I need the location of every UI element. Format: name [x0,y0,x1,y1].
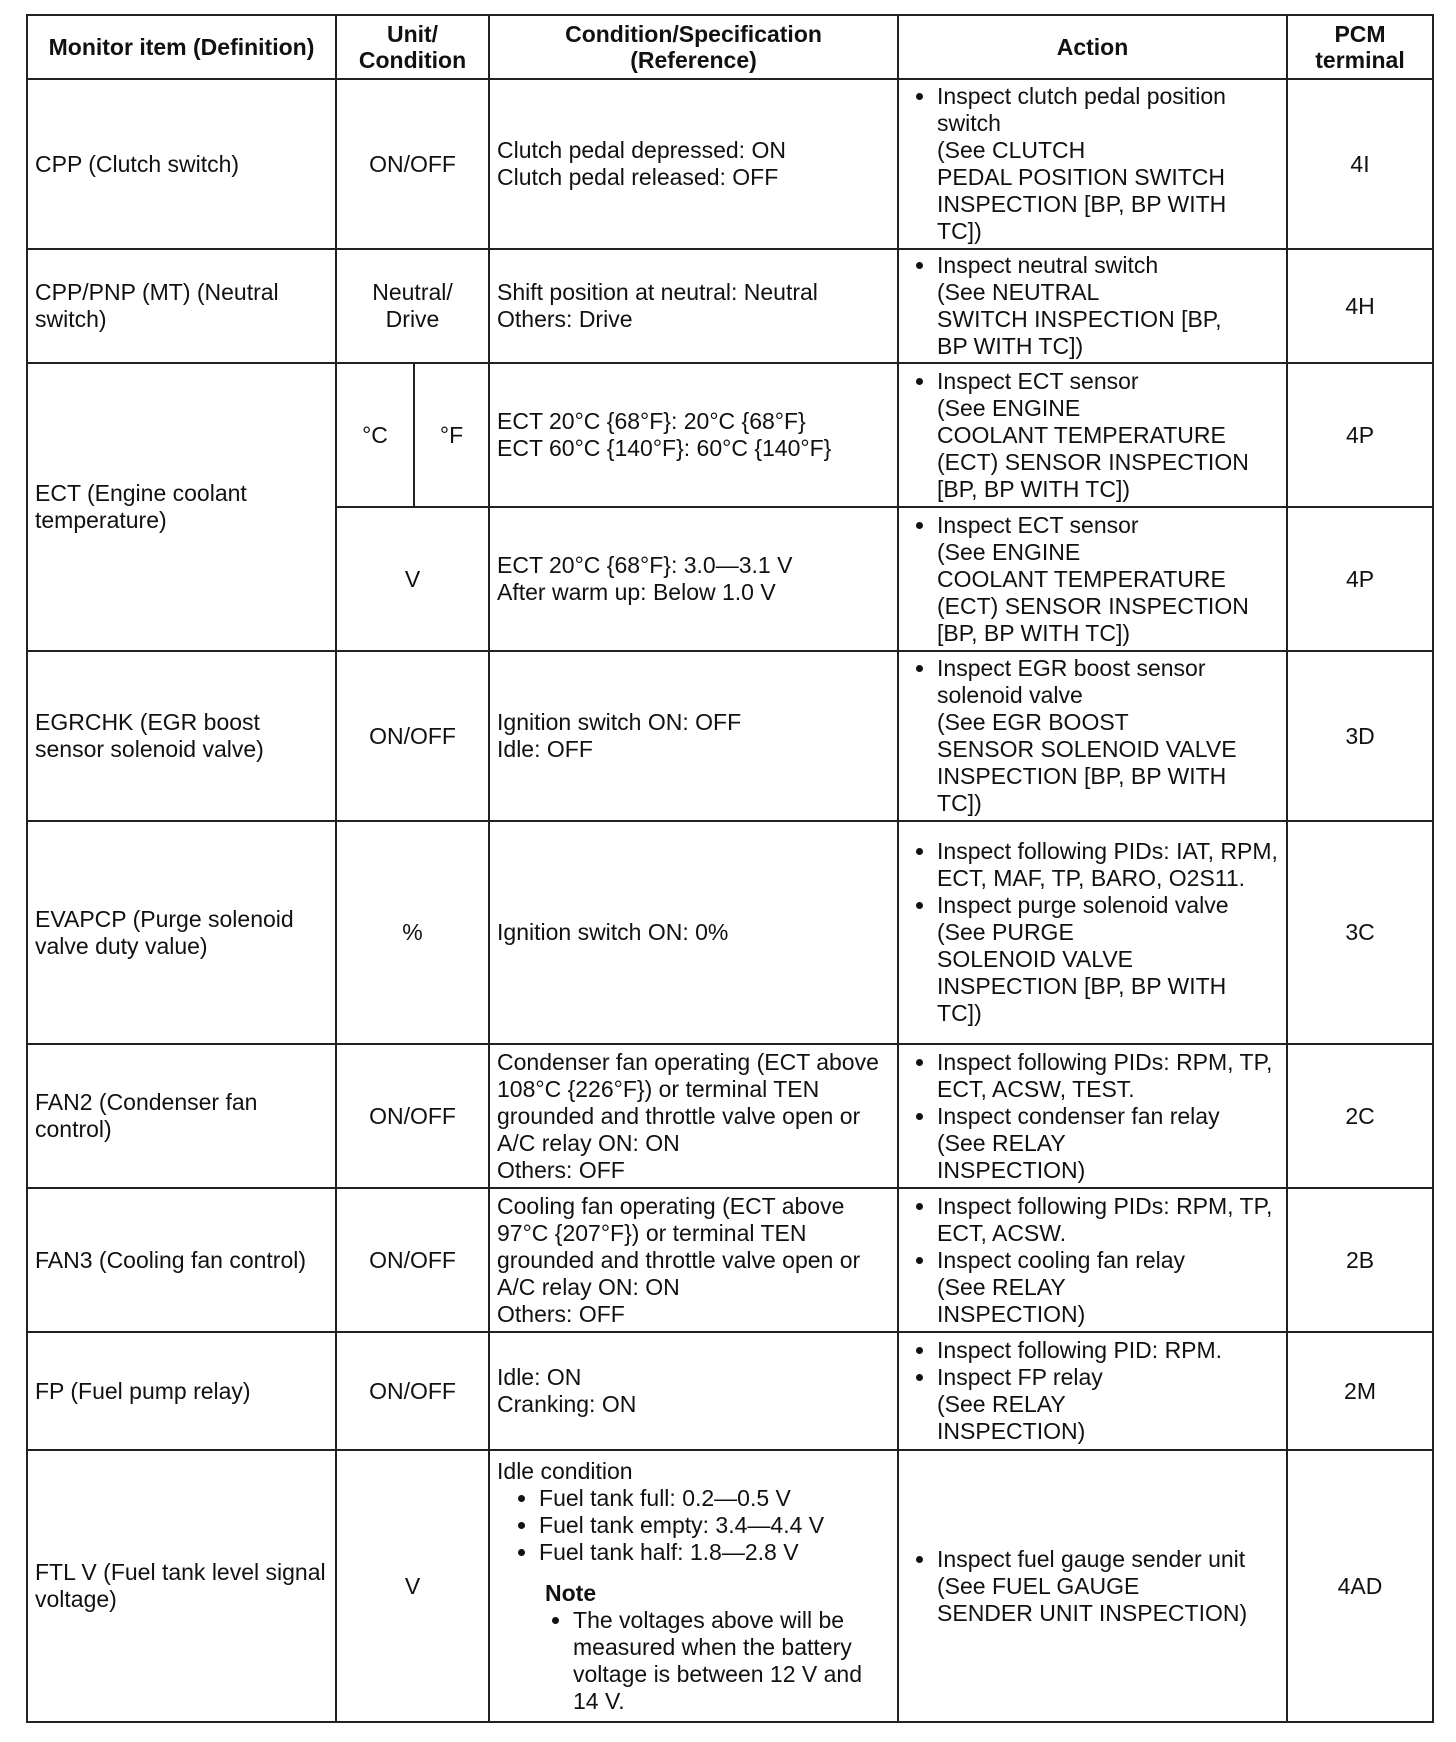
condition-list-item: • Fuel tank full: 0.2—0.5 V [539,1485,890,1512]
condition-line: ECT 60°C {140°F}: 60°C {140°F} [497,435,832,461]
action-item: • Inspect EGR boost sensor solenoid valve (See EGR BOOST SENSOR SOLENOID VALVE INSPECTION [BP, BP WITH TC]) [937,655,1279,817]
unit-condition: ON/OFF [336,651,489,821]
table-row [27,1332,1433,1450]
action-item: • Inspect clutch pedal position switch (See CLUTCH PEDAL POSITION SWITCH INSPECTION [BP, BP WITH TC]) [937,83,1279,245]
table-row [27,1450,1433,1722]
condition-spec [489,363,898,507]
pcm-terminal: 2C [1287,1044,1433,1188]
header-unit-condition: Unit/ Condition [336,15,489,79]
table-row [27,821,1433,1044]
action-item: • Inspect FP relay (See RELAY INSPECTION) [937,1364,1279,1445]
condition-line: ECT 20°C {68°F}: 20°C {68°F} [497,408,806,434]
table-row [27,1188,1433,1332]
action-item: • Inspect condenser fan relay (See RELAY INSPECTION) [937,1103,1279,1184]
unit-condition: % [336,821,489,1044]
action [898,821,1287,1044]
condition-line: Others: OFF [497,1156,625,1183]
action [898,1044,1287,1188]
monitor-item: FTL V (Fuel tank level signal voltage) [27,1450,336,1722]
action [898,79,1287,249]
monitor-item: CPP/PNP (MT) (Neutral switch) [27,249,336,363]
monitor-item: FAN2 (Condenser fan control) [27,1044,336,1188]
condition-line: ECT 20°C {68°F}: 3.0—3.1 V [497,552,793,578]
condition-spec [489,507,898,651]
condition-list-item: • Fuel tank half: 1.8—2.8 V [539,1539,890,1566]
action-item: • Inspect ECT sensor (See ENGINE COOLANT TEMPERATURE (ECT) SENSOR INSPECTION [BP, BP WITH TC]) [937,368,1279,503]
unit-celsius: °C [336,363,414,507]
pcm-terminal: 4AD [1287,1450,1433,1722]
condition-line: Cooling fan operating (ECT above 97°C {207°F}) or terminal TEN grounded and throttle valve open or A/C relay ON: ON [497,1192,861,1300]
action [898,1332,1287,1450]
header-pcm-terminal: PCM terminal [1287,15,1433,79]
condition-spec [489,79,898,249]
condition-line: Clutch pedal released: OFF [497,164,779,190]
condition-line: Shift position at neutral: Neutral [497,279,818,305]
pcm-terminal: 4H [1287,249,1433,363]
condition-line: Idle: ON [497,1364,582,1390]
unit-condition: ON/OFF [336,1044,489,1188]
action-item: • Inspect following PIDs: IAT, RPM, ECT, MAF, TP, BARO, O2S11. [937,838,1279,892]
unit-condition: ON/OFF [336,79,489,249]
header-condition-specification: Condition/Specification (Reference) [489,15,898,79]
action-item: • Inspect ECT sensor (See ENGINE COOLANT TEMPERATURE (ECT) SENSOR INSPECTION [BP, BP WITH TC]) [937,512,1279,647]
condition-line: Others: OFF [497,1300,625,1327]
table-row [27,79,1433,249]
action [898,1450,1287,1722]
pcm-terminal: 4I [1287,79,1433,249]
table-row [27,363,1433,507]
unit-condition: V [336,507,489,651]
header-action: Action [898,15,1287,79]
action-item: • Inspect following PIDs: RPM, TP, ECT, ACSW, TEST. [937,1049,1279,1103]
condition-spec [489,1450,898,1722]
condition-heading: Idle condition [497,1457,633,1484]
unit-condition: V [336,1450,489,1722]
condition-line: Ignition switch ON: OFF [497,709,742,735]
pcm-terminal: 4P [1287,363,1433,507]
monitor-table-sheet [26,14,1432,1723]
unit-condition: ON/OFF [336,1332,489,1450]
condition-line: Condenser fan operating (ECT above 108°C {226°F}) or terminal TEN grounded and throttle valve open or A/C relay ON: ON [497,1048,879,1156]
condition-spec [489,1044,898,1188]
pcm-terminal: 3C [1287,821,1433,1044]
condition-line: Others: Drive [497,306,633,332]
monitor-item: FP (Fuel pump relay) [27,1332,336,1450]
header-monitor-item: Monitor item (Definition) [27,15,336,79]
monitor-item: CPP (Clutch switch) [27,79,336,249]
note-text: • The voltages above will be measured when the battery voltage is between 12 V and 14 V. [573,1607,890,1715]
unit-fahrenheit: °F [414,363,489,507]
table-row [27,249,1433,363]
action-item: • Inspect fuel gauge sender unit (See FUEL GAUGE SENDER UNIT INSPECTION) [937,1546,1279,1627]
condition-line: Clutch pedal depressed: ON [497,137,786,163]
condition-line: Cranking: ON [497,1391,637,1417]
condition-line: Idle: OFF [497,736,593,762]
action-item: • Inspect purge solenoid valve (See PURGE SOLENOID VALVE INSPECTION [BP, BP WITH TC]) [937,892,1279,1027]
condition-spec [489,651,898,821]
table-row [27,651,1433,821]
pcm-terminal: 2B [1287,1188,1433,1332]
condition-line: Ignition switch ON: 0% [497,919,729,945]
pcm-terminal: 2M [1287,1332,1433,1450]
action-item: • Inspect neutral switch (See NEUTRAL SWITCH INSPECTION [BP, BP WITH TC]) [937,252,1279,360]
unit-condition: Neutral/ Drive [336,249,489,363]
condition-spec [489,249,898,363]
action [898,249,1287,363]
condition-list-item: • Fuel tank empty: 3.4—4.4 V [539,1512,890,1539]
condition-spec [489,821,898,1044]
condition-line: After warm up: Below 1.0 V [497,579,776,605]
monitor-item: FAN3 (Cooling fan control) [27,1188,336,1332]
note-label: Note [545,1579,597,1606]
pcm-terminal: 3D [1287,651,1433,821]
action-item: • Inspect following PID: RPM. [937,1337,1279,1364]
monitor-item: EVAPCP (Purge solenoid valve duty value) [27,821,336,1044]
monitor-item: EGRCHK (EGR boost sensor solenoid valve) [27,651,336,821]
unit-condition: ON/OFF [336,1188,489,1332]
pid-monitor-table [26,14,1434,1723]
action [898,363,1287,507]
action [898,651,1287,821]
table-row [27,1044,1433,1188]
condition-spec [489,1188,898,1332]
header-row [27,15,1433,79]
action-item: • Inspect following PIDs: RPM, TP, ECT, ACSW. [937,1193,1279,1247]
action [898,1188,1287,1332]
pcm-terminal: 4P [1287,507,1433,651]
condition-spec [489,1332,898,1450]
action-item: • Inspect cooling fan relay (See RELAY INSPECTION) [937,1247,1279,1328]
monitor-item: ECT (Engine coolant temperature) [27,363,336,651]
action [898,507,1287,651]
